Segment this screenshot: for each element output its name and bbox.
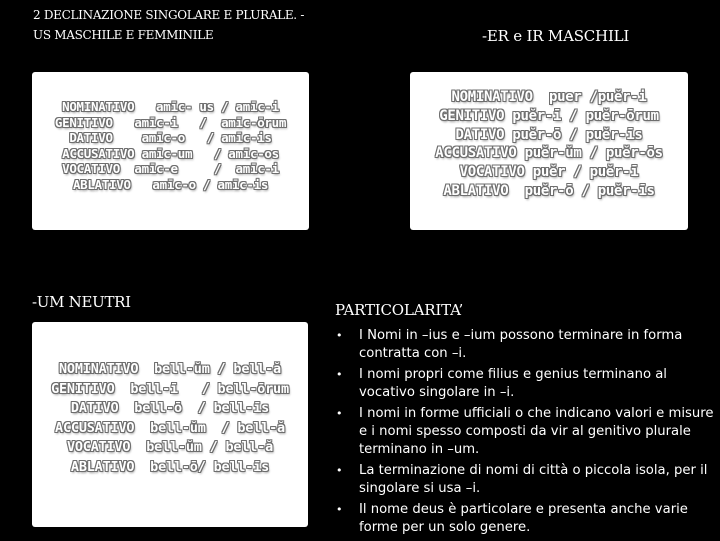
particolarita-list <box>335 327 720 541</box>
declension-row: DATIVO bell-ō / bell-īs <box>70 400 270 417</box>
declension-us-panel <box>32 72 309 230</box>
declension-row: GENITIVO amīc-i / amīc-ōrum <box>54 114 287 130</box>
list-item <box>335 366 720 401</box>
declension-row: DATIVO amīc-o / amīc-is <box>69 130 272 146</box>
declension-er-panel <box>410 72 688 230</box>
er-ir-heading: -ER e IR MASCHILI <box>482 27 630 45</box>
list-item <box>335 501 720 536</box>
declension-um-table <box>32 360 308 478</box>
declension-row: GENITIVO bell-ī / bell-ōrum <box>51 380 289 397</box>
declension-us-table <box>32 99 309 193</box>
list-item-text: La terminazione di nomi di città o piccola isola, per il singolare si usa –i. <box>359 463 708 496</box>
list-item <box>335 327 720 362</box>
particolarita-heading: PARTICOLARITA’ <box>335 301 464 319</box>
declension-er-table <box>410 88 688 201</box>
declension-row: ABLATIVO bell-ō/ bell-īs <box>70 458 270 475</box>
declension-row: ABLATIVO puĕr-ō / puĕr-īs <box>443 182 655 199</box>
bullet-icon: • <box>336 329 343 342</box>
slide-title-line-2: US MASCHILE E FEMMINILE <box>33 28 214 42</box>
declension-row: NOMINATIVO puer /puĕr-i <box>451 89 647 105</box>
bullet-icon: • <box>336 503 343 517</box>
list-item <box>335 405 720 458</box>
declension-row: ACCUSATIVO bell-ŭm / bell-ă <box>55 419 285 436</box>
declension-row: VOCATIVO amīc-e / amīc-i <box>62 161 279 177</box>
list-item-text: Il nome deus è particolare e presenta anche varie forme per un solo genere. <box>359 502 688 535</box>
declension-row: ACCUSATIVO amīc-um / amīc-os <box>62 145 279 161</box>
declension-row: ACCUSATIVO puĕr-ŭm / puĕr-ōs <box>435 145 663 162</box>
declension-row: ABLATIVO amīc-o / amīc-is <box>72 176 269 192</box>
declension-row: VOCATIVO bell-ŭm / bell-ă <box>66 439 274 456</box>
list-item-text: I nomi propri come filius e genius terminano al vocativo singolare in –i. <box>359 367 667 400</box>
list-item-text: I Nomi in –ius e –ium possono terminare in forma contratta con –i. <box>359 328 683 361</box>
slide-title-line-1: 2 DECLINAZIONE SINGOLARE E PLURALE. - <box>33 8 305 22</box>
declension-row: DATIVO puĕr-ō / puĕr-īs <box>455 126 643 143</box>
bullet-icon: • <box>336 368 343 382</box>
declension-um-panel <box>32 322 308 527</box>
bullet-icon: • <box>336 407 343 421</box>
declension-row: NOMINATIVO bell-ŭm / bell-ă <box>59 361 281 377</box>
declension-row: GENITIVO puĕr-ī / puĕr-ōrum <box>439 107 659 124</box>
um-neutri-heading: -UM NEUTRI <box>32 293 131 311</box>
declension-row: VOCATIVO puĕr / puĕr-ī <box>459 164 639 181</box>
declension-row: NOMINATIVO amīc- us / amīc-i <box>62 99 279 114</box>
list-item-text: I nomi in forme ufficiali o che indicano valori e misure e i nomi spesso composti da vir al genitivo plurale terminano in –um. <box>359 406 714 457</box>
list-item <box>335 462 720 497</box>
bullet-icon: • <box>336 464 343 478</box>
